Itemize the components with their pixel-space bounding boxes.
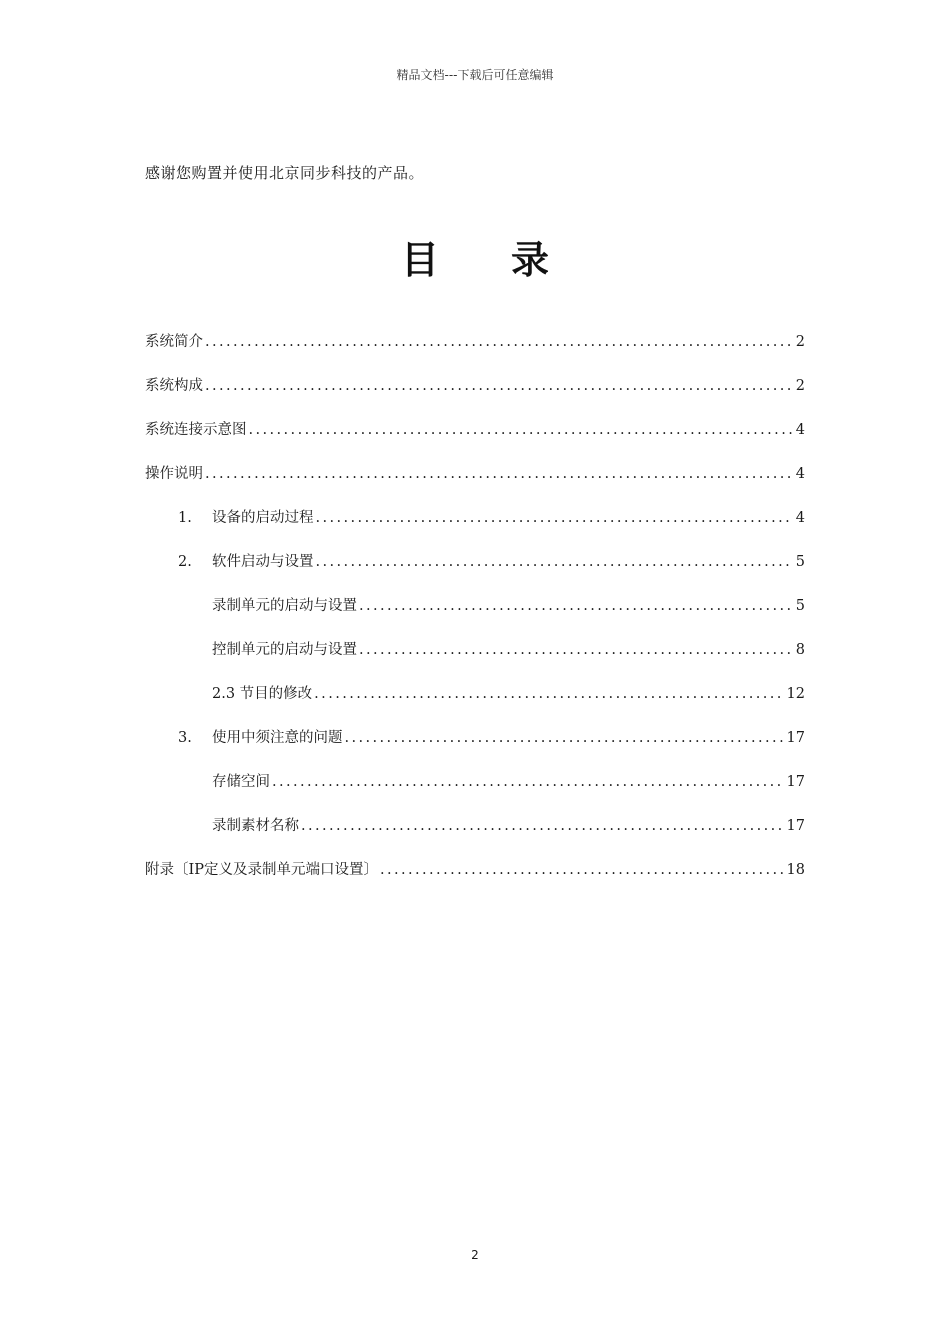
toc-entry-operation-guide[interactable]	[145, 462, 805, 506]
toc-entry-page: 4	[795, 510, 805, 526]
toc-leader-dots	[272, 770, 784, 794]
toc-entry-recording-unit[interactable]	[145, 594, 805, 638]
toc-entry-title: 系统连接示意图	[145, 422, 247, 438]
toc-entry-title: 系统构成	[145, 378, 203, 394]
toc-entry-storage-space[interactable]	[145, 770, 805, 814]
toc-entry-page: 17	[786, 730, 805, 746]
toc-entry-title: 软件启动与设置	[212, 554, 314, 570]
toc-entry-page: 5	[795, 598, 805, 614]
toc-leader-dots	[359, 594, 793, 618]
toc-entry-title: 操作说明	[145, 466, 203, 482]
toc-leader-dots	[316, 550, 793, 574]
toc-entry-number: 1.	[178, 510, 192, 526]
toc-entry-usage-notes[interactable]	[145, 726, 805, 770]
toc-entry-number: 3.	[178, 730, 192, 746]
toc-entry-title: 录制单元的启动与设置	[212, 598, 357, 614]
toc-entry-software-startup[interactable]	[145, 550, 805, 594]
toc-entry-title: 附录〔IP定义及录制单元端口设置〕	[145, 862, 378, 878]
toc-entry-page: 5	[795, 554, 805, 570]
toc-entry-title: 2.3 节目的修改	[212, 686, 313, 702]
toc-entry-page: 4	[795, 422, 805, 438]
toc-entry-material-names[interactable]	[145, 814, 805, 858]
toc-leader-dots	[205, 330, 793, 354]
toc-entry-page: 17	[786, 818, 805, 834]
toc-entry-control-unit[interactable]	[145, 638, 805, 682]
toc-entry-page: 12	[786, 686, 805, 702]
toc-entry-title: 存储空间	[212, 774, 270, 790]
toc-entry-page: 4	[795, 466, 805, 482]
table-of-contents	[145, 330, 805, 902]
toc-entry-page: 2	[795, 378, 805, 394]
page-number: 2	[471, 1248, 479, 1262]
toc-entry-appendix[interactable]	[145, 858, 805, 902]
toc-entry-title: 设备的启动过程	[212, 510, 314, 526]
toc-entry-page: 17	[786, 774, 805, 790]
toc-leader-dots	[205, 374, 793, 398]
toc-leader-dots	[301, 814, 784, 838]
toc-entry-connection-diagram[interactable]	[145, 418, 805, 462]
toc-title	[0, 232, 950, 288]
page-header: 精品文档---下载后可任意编辑	[396, 68, 554, 82]
toc-leader-dots	[359, 638, 793, 662]
toc-leader-dots	[249, 418, 793, 442]
toc-entry-system-composition[interactable]	[145, 374, 805, 418]
toc-leader-dots	[205, 462, 793, 486]
toc-leader-dots	[314, 682, 783, 706]
intro-text: 感谢您购置并使用北京同步科技的产品。	[145, 164, 425, 182]
toc-title-char-1: 目	[400, 238, 439, 282]
toc-entry-page: 18	[786, 862, 805, 878]
toc-entry-title: 控制单元的启动与设置	[212, 642, 357, 658]
toc-leader-dots	[345, 726, 784, 750]
toc-entry-number: 2.	[178, 554, 192, 570]
toc-entry-system-intro[interactable]	[145, 330, 805, 374]
toc-entry-page: 2	[795, 334, 805, 350]
toc-title-char-2: 录	[511, 238, 550, 282]
toc-leader-dots	[316, 506, 793, 530]
toc-entry-program-edit[interactable]	[145, 682, 805, 726]
toc-entry-page: 8	[795, 642, 805, 658]
toc-entry-title: 使用中须注意的问题	[212, 730, 343, 746]
toc-entry-device-startup[interactable]	[145, 506, 805, 550]
toc-entry-title: 录制素材名称	[212, 818, 299, 834]
toc-leader-dots	[380, 858, 784, 882]
toc-entry-title: 系统简介	[145, 334, 203, 350]
